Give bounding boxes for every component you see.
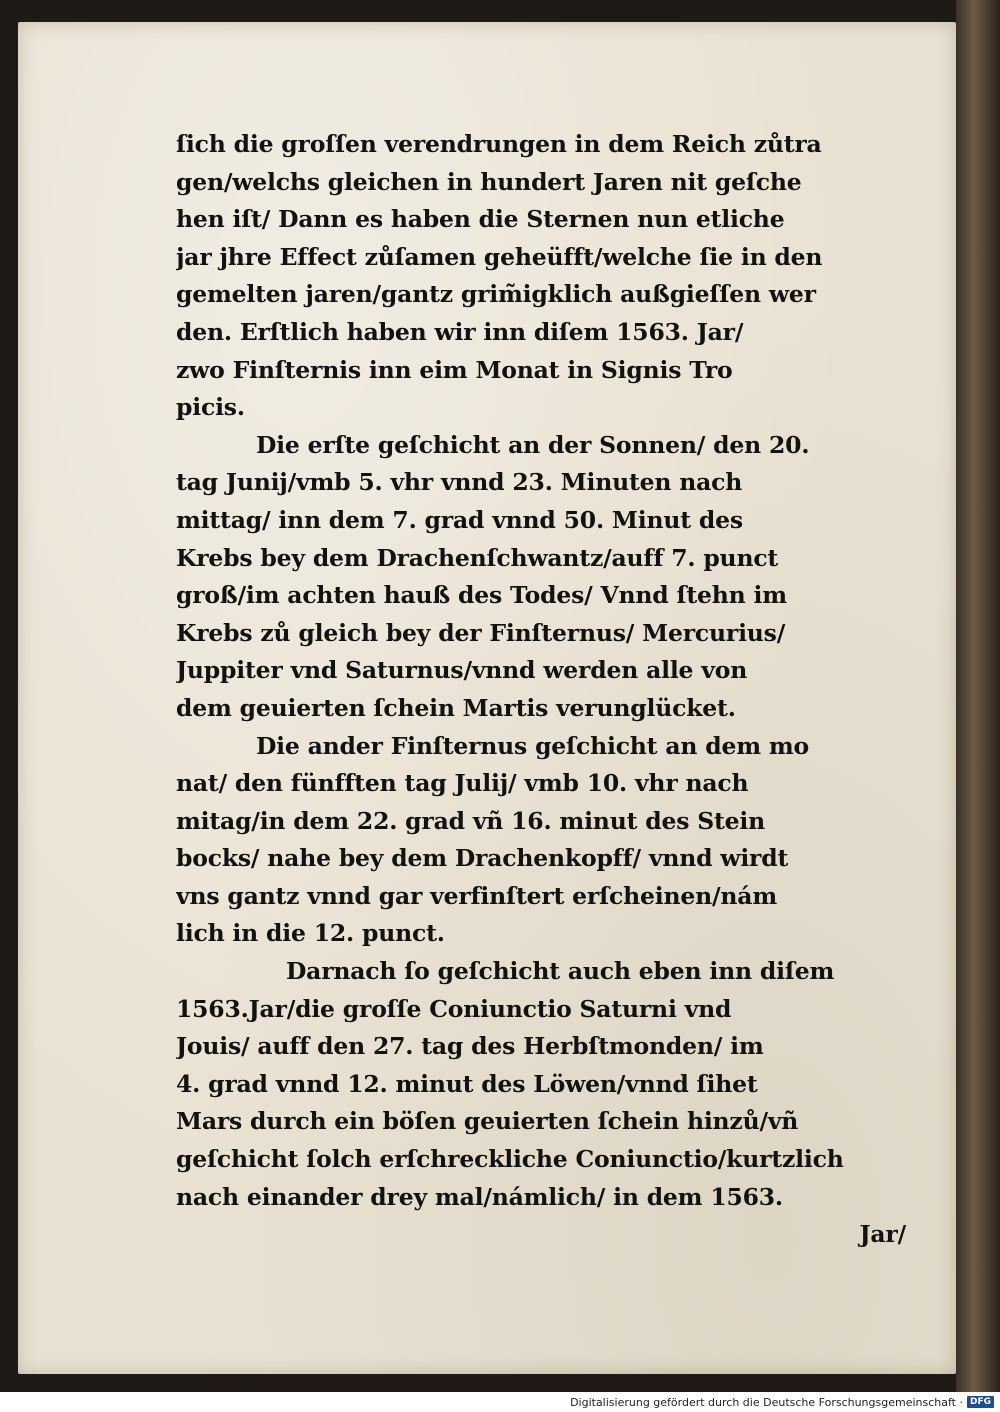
text-line: geſchicht ſolch erſchreckliche Coniunctio/kurtzlich: [176, 1145, 844, 1174]
text-line: den. Erſtlich haben wir inn diſem 1563. Jar/: [176, 317, 744, 346]
text-line: mittag/ inn dem 7. grad vnnd 50. Minut des: [176, 505, 743, 534]
text-line: tag Junij/vmb 5. vhr vnnd 23. Minuten nach: [176, 468, 743, 497]
text-line: Jouis/ auff den 27. tag des Herbſtmonden/ im: [176, 1032, 764, 1061]
text-line: Juppiter vnd Saturnus/vnnd werden alle von: [176, 656, 748, 685]
text-line: picis.: [176, 393, 245, 422]
text-line: 1563.Jar/die groſſe Coniunctio Saturni vnd: [176, 994, 732, 1023]
text-line: gemelten jaren/gantz grim̃igklich außgieſſen wer: [176, 280, 816, 309]
text-line: Krebs zů gleich bey der Finſternus/ Mercurius/: [176, 618, 786, 647]
paragraph-start-line: Die erſte geſchicht an der Sonnen/ den 20.: [256, 430, 810, 459]
text-line: zwo Finſternis inn eim Monat in Signis Tro: [176, 355, 733, 384]
digitization-footer: [0, 1392, 1000, 1412]
catchword: Jar/: [859, 1220, 906, 1249]
text-line: 4. grad vnnd 12. minut des Löwen/vnnd ſihet: [176, 1069, 758, 1098]
text-line: lich in die 12. punct.: [176, 919, 445, 948]
text-line: dem geuierten ſchein Martis verunglücket.: [176, 693, 736, 722]
text-line: jar jhre Effect zůſamen geheüfft/welche ſie in den: [176, 242, 823, 271]
text-line: hen iſt/ Dann es haben die Sternen nun etliche: [176, 205, 785, 234]
text-line: gen/welchs gleichen in hundert Jaren nit geſche: [176, 167, 802, 196]
paragraph-start-line: Darnach ſo geſchicht auch eben inn diſem: [286, 957, 835, 986]
book-spine-edge: [956, 0, 1000, 1392]
text-line: nach einander drey mal/námlich/ in dem 1563.: [176, 1182, 783, 1211]
footer-credit: Digitalisierung gefördert durch die Deutsche Forschungsgemeinschaft ·: [570, 1395, 963, 1409]
paragraph-start-line: Die ander Finſternus geſchicht an dem mo: [256, 731, 809, 760]
text-line: ſich die groſſen verendrungen in dem Reich zůtra: [176, 130, 822, 158]
text-line: mitag/in dem 22. grad vñ 16. minut des Stein: [176, 806, 766, 835]
text-line: Mars durch ein böſen geuierten ſchein hinzů/vñ: [176, 1107, 799, 1136]
dfg-logo: DFG: [967, 1396, 994, 1408]
text-line: Krebs bey dem Drachenſchwantz/auff 7. punct: [176, 543, 779, 572]
text-line: vns gantz vnnd gar verfinſtert erſcheinen/nám: [176, 881, 777, 910]
text-line: bocks/ nahe bey dem Drachenkopff/ vnnd wirdt: [176, 844, 789, 873]
text-line: groß/im achten hauß des Todes/ Vnnd ſtehn im: [176, 581, 787, 610]
text-line: nat/ den fünfften tag Julij/ vmb 10. vhr nach: [176, 769, 749, 798]
body-text: [176, 126, 910, 1254]
